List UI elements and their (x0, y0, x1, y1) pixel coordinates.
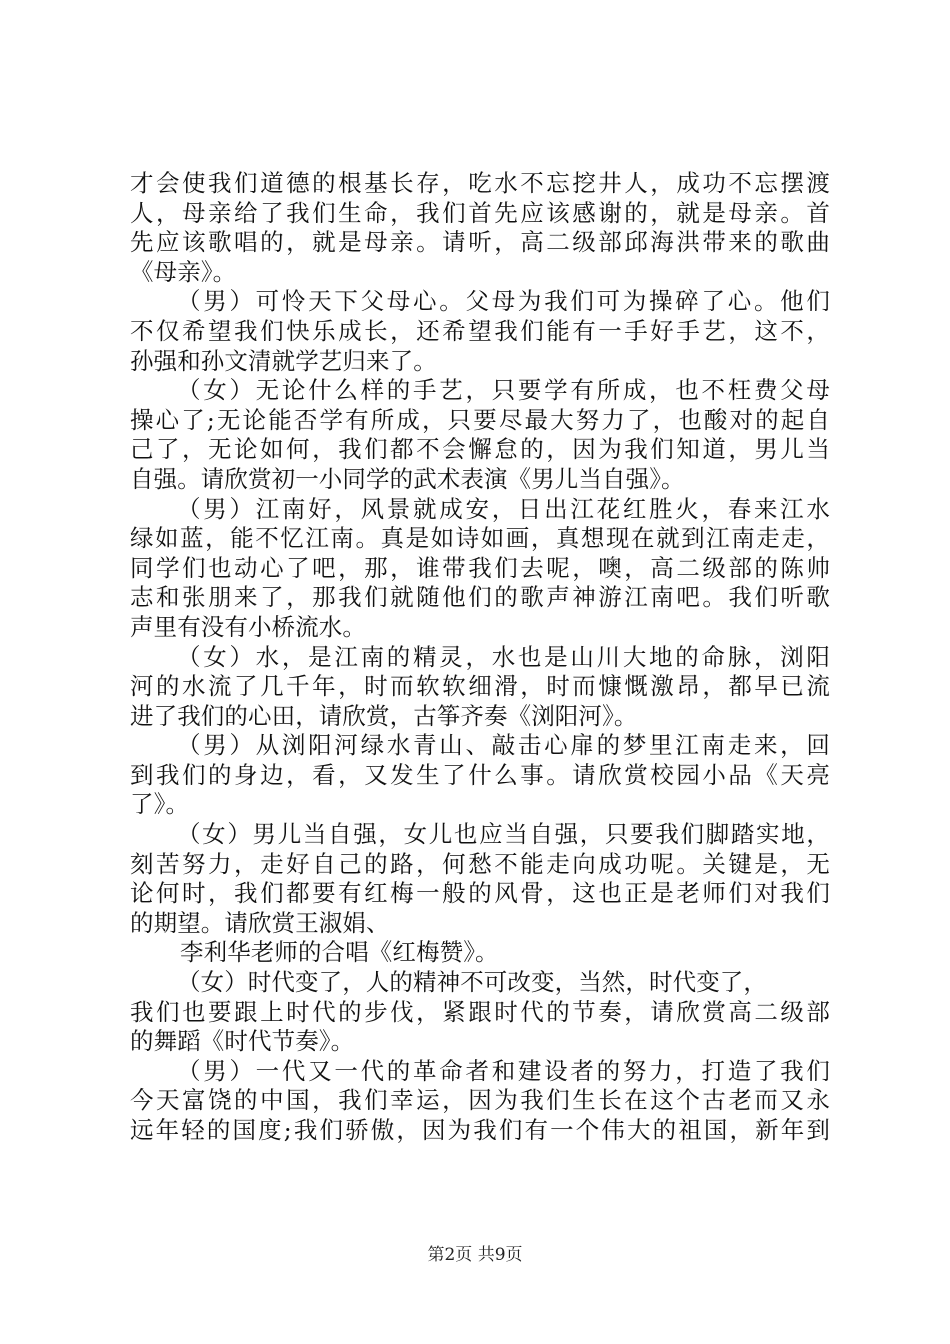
text-line: 不仅希望我们快乐成长，还希望我们能有一手好手艺，这不， (130, 316, 830, 345)
text-line: 先应该歌唱的，就是母亲。请听，高二级部邱海洪带来的歌曲 (130, 228, 830, 257)
text-line: 人，母亲给了我们生命，我们首先应该感谢的，就是母亲。首 (130, 198, 830, 227)
text-line: （女）水，是江南的精灵，水也是山川大地的命脉，浏阳 (177, 642, 830, 671)
text-line: 志和张朋来了，那我们就随他们的歌声神游江南吧。我们听歌 (130, 583, 830, 612)
text-line: 论何时，我们都要有红梅一般的风骨，这也正是老师们对我们 (130, 879, 830, 908)
text-line: 才会使我们道德的根基长存，吃水不忘挖井人，成功不忘摆渡 (130, 169, 830, 197)
page-footer: 第2页 共9页 (427, 1245, 523, 1265)
text-line: 同学们也动心了吧，那，谁带我们去呢，噢，高二级部的陈帅 (130, 553, 830, 582)
text-line: （女）时代变了，人的精神不可改变，当然，时代变了， (177, 968, 767, 997)
text-line: 孙强和孙文清就学艺归来了。 (130, 346, 437, 375)
text-line: 了》。 (130, 790, 190, 819)
text-line: （女）无论什么样的手艺，只要学有所成，也不枉费父母 (177, 376, 830, 405)
text-line: 的舞蹈《时代节奏》。 (130, 1027, 355, 1056)
text-line: 李利华老师的合唱《红梅赞》。 (180, 938, 499, 967)
text-line: 今天富饶的中国，我们幸运，因为我们生长在这个古老而又永 (130, 1086, 830, 1115)
text-line: 进了我们的心田，请欣赏，古筝齐奏《浏阳河》。 (130, 701, 638, 730)
text-line: 的期望。请欣赏王淑娟、 (130, 908, 390, 937)
text-line: 自强。请欣赏初一小同学的武术表演《男儿当自强》。 (130, 464, 685, 493)
text-line: （男）江南好，风景就成安，日出江花红胜火，春来江水 (177, 494, 830, 523)
text-line: （女）男儿当自强，女儿也应当自强，只要我们脚踏实地， (177, 820, 830, 849)
text-line: （男）从浏阳河绿水青山、敲击心扉的梦里江南走来，回 (177, 731, 830, 760)
text-line: 操心了;无论能否学有所成，只要尽最大努力了，也酸对的起自 (130, 405, 830, 434)
text-line: 绿如蓝，能不忆江南。真是如诗如画，真想现在就到江南走走， (130, 524, 830, 553)
text-line: （男）一代又一代的革命者和建设者的努力，打造了我们 (177, 1056, 830, 1085)
text-line: （男）可怜天下父母心。父母为我们可为操碎了心。他们 (177, 287, 830, 316)
text-line: 己了，无论如何，我们都不会懈怠的，因为我们知道，男儿当 (130, 435, 830, 464)
text-line: 我们也要跟上时代的步伐，紧跟时代的节奏，请欣赏高二级部 (130, 997, 830, 1026)
text-line: 河的水流了几千年，时而软软细滑，时而慷慨激昂，都早已流 (130, 672, 830, 701)
text-line: 到我们的身边，看，又发生了什么事。请欣赏校园小品《天亮 (130, 760, 830, 789)
text-line: 声里有没有小桥流水。 (130, 612, 366, 641)
text-line: 《母亲》。 (130, 257, 237, 286)
text-line: 远年轻的国度;我们骄傲，因为我们有一个伟大的祖国，新年到 (130, 1116, 830, 1144)
document-body (130, 169, 830, 1146)
text-line: 刻苦努力，走好自己的路，何愁不能走向成功呢。关键是，无 (130, 849, 830, 878)
